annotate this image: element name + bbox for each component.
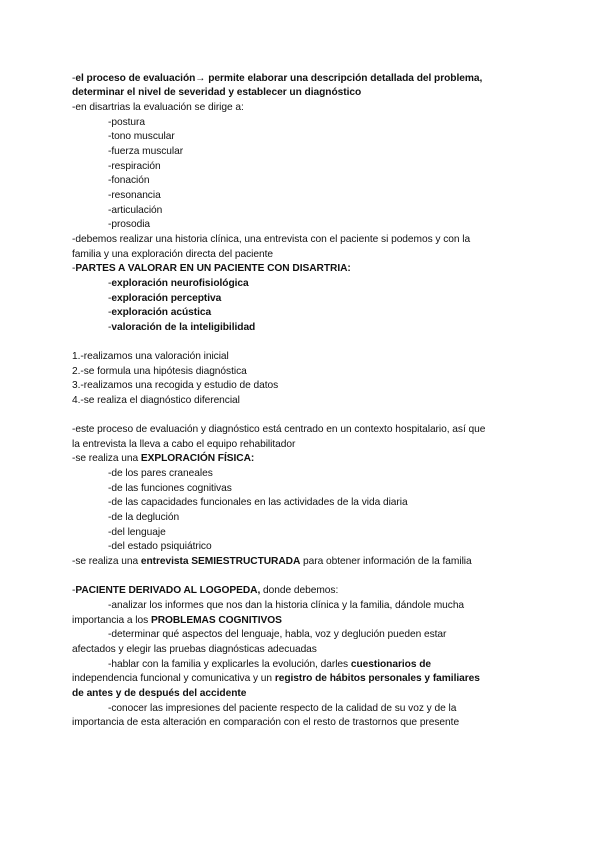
exploracion-heading: -se realiza una EXPLORACIÓN FÍSICA: xyxy=(72,453,255,464)
intro-line-2: determinar el nivel de severidad y establecer un diagnóstico xyxy=(72,87,362,98)
exploracion-item: -de los pares craneales xyxy=(108,468,213,479)
logopeda-para-3b: independencia funcional y comunicativa y un registro de hábitos personales y familiares xyxy=(72,673,480,684)
hospital-line-1: -este proceso de evaluación y diagnóstico está centrado en un contexto hospitalario, así que xyxy=(72,424,486,435)
logopeda-para-4b: importancia de esta alteración en comparación con el resto de trastornos que presente xyxy=(72,717,460,728)
step-item: 4.-se realiza el diagnóstico diferencial xyxy=(72,395,240,406)
disartria-item: -tono muscular xyxy=(108,131,175,142)
disartria-heading: -en disartrias la evaluación se dirige a: xyxy=(72,102,244,113)
disartria-item: -fuerza muscular xyxy=(108,146,184,157)
logopeda-para-2a: -determinar qué aspectos del lenguaje, habla, voz y deglución pueden estar xyxy=(108,629,447,640)
hospital-line-2: la entrevista la lleva a cabo el equipo rehabilitador xyxy=(72,439,296,450)
logopeda-para-2b: afectados y elegir las pruebas diagnósticas adecuadas xyxy=(72,644,317,655)
logopeda-para-1a: -analizar los informes que nos dan la historia clínica y la familia, dándole mucha xyxy=(108,600,465,611)
disartria-item: -postura xyxy=(108,117,145,128)
intro-line-1: -el proceso de evaluación→ permite elaborar una descripción detallada del problema, xyxy=(72,73,483,84)
exploracion-item: -de la deglución xyxy=(108,512,180,523)
historia-line-1: -debemos realizar una historia clínica, una entrevista con el paciente si podemos y con la xyxy=(72,234,471,245)
partes-item: -valoración de la inteligibilidad xyxy=(108,322,256,333)
logopeda-para-1b: importancia a los PROBLEMAS COGNITIVOS xyxy=(72,615,282,626)
step-item: 2.-se formula una hipótesis diagnóstica xyxy=(72,366,247,377)
disartria-item: -articulación xyxy=(108,205,163,216)
step-item: 3.-realizamos una recogida y estudio de datos xyxy=(72,380,279,391)
logopeda-para-3a: -hablar con la familia y explicarles la evolución, darles cuestionarios de xyxy=(108,659,432,670)
entrevista-line: -se realiza una entrevista SEMIESTRUCTURADA para obtener información de la familia xyxy=(72,556,472,567)
exploracion-item: -de las funciones cognitivas xyxy=(108,483,232,494)
exploracion-item: -de las capacidades funcionales en las actividades de la vida diaria xyxy=(108,497,408,508)
disartria-item: -prosodia xyxy=(108,219,151,230)
exploracion-item: -del lenguaje xyxy=(108,527,166,538)
logopeda-heading: -PACIENTE DERIVADO AL LOGOPEDA, donde debemos: xyxy=(72,585,339,596)
logopeda-para-3c: de antes y de después del accidente xyxy=(72,688,247,699)
disartria-item: -respiración xyxy=(108,161,161,172)
partes-item: -exploración acústica xyxy=(108,307,212,318)
historia-line-2: familia y una exploración directa del paciente xyxy=(72,249,274,260)
step-item: 1.-realizamos una valoración inicial xyxy=(72,351,229,362)
exploracion-item: -del estado psiquiátrico xyxy=(108,541,212,552)
disartria-item: -resonancia xyxy=(108,190,161,201)
partes-item: -exploración neurofisiológica xyxy=(108,278,249,289)
partes-heading: -PARTES A VALORAR EN UN PACIENTE CON DISARTRIA: xyxy=(72,263,351,274)
logopeda-para-4a: -conocer las impresiones del paciente respecto de la calidad de su voz y de la xyxy=(108,703,457,714)
partes-item: -exploración perceptiva xyxy=(108,293,222,304)
disartria-item: -fonación xyxy=(108,175,150,186)
